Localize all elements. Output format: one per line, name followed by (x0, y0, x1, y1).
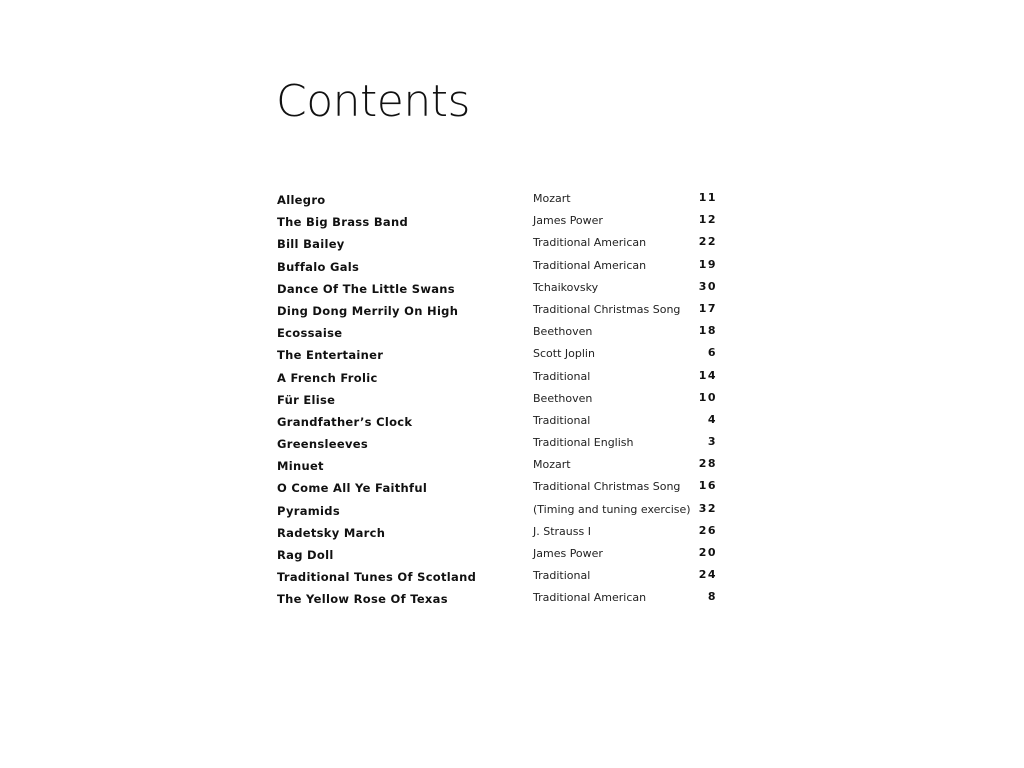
composer: Mozart (533, 458, 571, 472)
song-title: O Come All Ye Faithful (277, 481, 428, 496)
list-item (277, 234, 717, 256)
song-title: Greensleeves (277, 437, 369, 452)
song-title: The Entertainer (277, 348, 384, 363)
song-title: The Yellow Rose Of Texas (277, 592, 448, 607)
song-title: Allegro (277, 193, 326, 207)
page-number: 19 (698, 257, 717, 271)
list-item (277, 212, 717, 234)
page-number: 16 (698, 479, 717, 493)
list-item (277, 301, 717, 323)
composer: James Power (533, 547, 603, 560)
song-title: Radetsky March (277, 525, 386, 540)
list-item (277, 190, 717, 212)
composer: Traditional (533, 569, 591, 583)
list-item (277, 412, 717, 434)
page-number: 10 (698, 390, 717, 404)
list-item (277, 589, 717, 611)
page-number: 11 (698, 191, 717, 204)
list-item (277, 523, 717, 545)
composer: James Power (533, 214, 603, 228)
list-item (277, 368, 717, 390)
song-title: Buffalo Gals (277, 259, 360, 274)
composer: Traditional Christmas Song (533, 480, 681, 494)
composer: (Timing and tuning exercise) (533, 502, 691, 516)
song-title: Bill Bailey (277, 237, 345, 252)
page-number: 28 (698, 457, 717, 471)
song-title: Für Elise (277, 392, 336, 407)
composer: Traditional English (533, 436, 634, 450)
composer: Traditional (533, 413, 591, 427)
song-title: The Big Brass Band (277, 215, 409, 230)
composer: Beethoven (533, 391, 593, 405)
page-number: 22 (698, 235, 717, 249)
song-title: Rag Doll (277, 548, 334, 562)
list-item (277, 501, 717, 523)
list-item (277, 390, 717, 412)
song-title: Dance Of The Little Swans (277, 281, 455, 296)
page-title: Contents (276, 76, 470, 127)
list-item (277, 567, 717, 589)
page-number: 26 (698, 523, 717, 537)
song-title: Ecossaise (277, 326, 343, 341)
composer: Scott Joplin (533, 347, 595, 361)
composer: Tchaikovsky (533, 280, 599, 294)
list-item (277, 478, 717, 500)
song-title: Ding Dong Merrily On High (277, 303, 459, 318)
song-title: A French Frolic (277, 370, 378, 385)
page-number: 3 (707, 435, 717, 449)
page-number: 8 (707, 590, 717, 604)
page-number: 18 (698, 324, 717, 338)
composer: Traditional Christmas Song (533, 302, 681, 316)
list-item (277, 345, 717, 367)
list-item (277, 456, 717, 478)
song-title: Pyramids (277, 503, 340, 518)
list-item (277, 434, 717, 456)
composer: Traditional American (533, 236, 647, 250)
composer: J. Strauss I (533, 524, 591, 538)
song-title: Minuet (277, 459, 324, 474)
page-number: 12 (698, 213, 717, 227)
page-number: 30 (698, 279, 717, 293)
list-item (277, 545, 717, 567)
song-title: Grandfather’s Clock (277, 414, 413, 429)
page-number: 14 (698, 368, 717, 382)
page-number: 20 (698, 546, 717, 559)
composer: Mozart (533, 192, 571, 205)
contents-list (277, 190, 717, 612)
page-number: 6 (707, 346, 717, 360)
page-number: 4 (707, 412, 717, 426)
song-title: Traditional Tunes Of Scotland (277, 570, 477, 585)
list-item (277, 323, 717, 345)
page-number: 17 (698, 301, 717, 315)
page-number: 32 (698, 501, 717, 515)
page-number: 24 (698, 568, 717, 582)
composer: Traditional (533, 369, 591, 383)
composer: Traditional American (533, 591, 647, 605)
composer: Traditional American (533, 258, 647, 272)
list-item (277, 257, 717, 279)
composer: Beethoven (533, 325, 593, 339)
list-item (277, 279, 717, 301)
